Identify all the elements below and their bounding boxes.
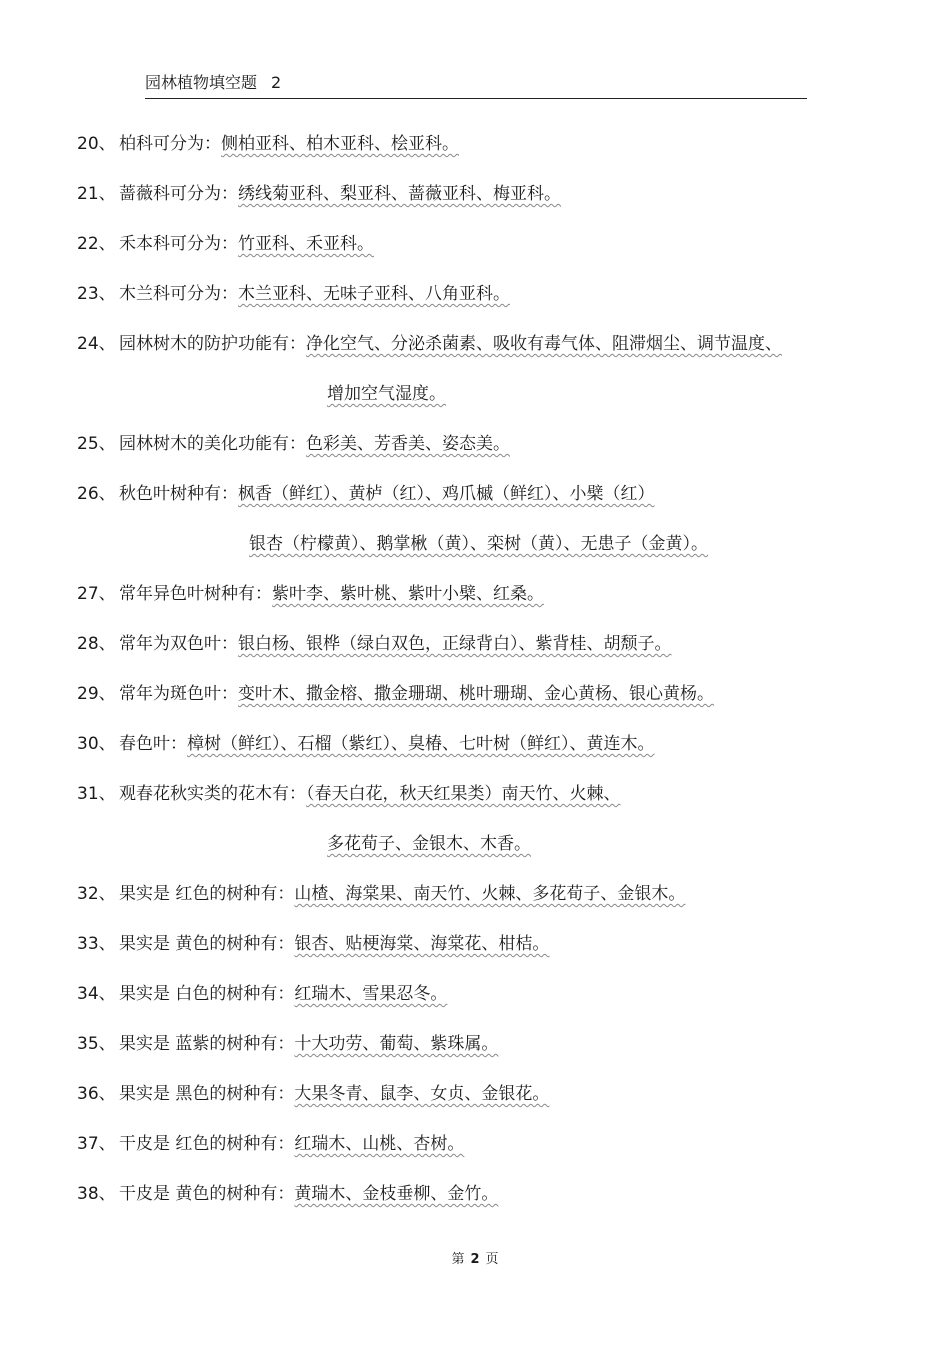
answer-text: 黄瑞木、金枝垂柳、金竹。 [294,1184,499,1204]
header-title: 园林植物填空题 [145,73,258,92]
question-number: 32、 [77,884,116,904]
question-text: 蔷薇科可分为： [119,184,238,204]
question-number: 27、 [77,584,116,604]
answer-text: 十大功劳、葡萄、紫珠属。 [294,1034,499,1054]
answer-continuation [327,832,531,856]
question-item [77,1032,498,1056]
question-number: 28、 [77,634,116,654]
answer-text: 红瑞木、雪果忍冬。 [294,984,448,1004]
answer-text: 大果冬青、鼠李、女贞、金银花。 [294,1084,550,1104]
page-header [145,72,807,99]
question-text: 秋色叶树种有： [119,484,238,504]
question-text: 观春花秋实类的花木有： [119,784,306,804]
footer-prefix: 第 [451,1252,465,1267]
question-item [77,932,549,956]
question-text: 常年异色叶树种有： [119,584,272,604]
answer-text: 银白杨、银桦（绿白双色，正绿背白）、紫背桂、胡颓子。 [238,634,672,654]
question-item [77,282,510,306]
question-number: 36、 [77,1084,116,1104]
answer-text: 银杏、贴梗海棠、海棠花、柑桔。 [294,934,550,954]
answer-continuation [327,382,446,406]
answer-text: 红瑞木、山桃、杏树。 [294,1134,465,1154]
question-text: 常年为斑色叶： [119,684,238,704]
answer-text: 侧柏亚科、柏木亚科、桧亚科。 [221,134,459,154]
question-text: 果实是 黑色的树种有： [119,1084,295,1104]
question-number: 23、 [77,284,116,304]
question-number: 22、 [77,234,116,254]
question-item [77,632,672,656]
question-item [77,582,544,606]
question-text: 果实是 白色的树种有： [119,984,295,1004]
answer-text: 木兰亚科、无味子亚科、八角亚科。 [238,284,510,304]
question-item [77,482,655,506]
answer-text: 变叶木、撒金榕、撒金珊瑚、桃叶珊瑚、金心黄杨、银心黄杨。 [238,684,714,704]
question-number: 34、 [77,984,116,1004]
question-number: 38、 [77,1184,116,1204]
question-text: 果实是 蓝紫的树种有： [119,1034,295,1054]
question-number: 21、 [77,184,116,204]
question-number: 24、 [77,334,116,354]
question-item [77,132,459,156]
question-number: 20、 [77,134,116,154]
question-text: 园林树木的防护功能有： [119,334,306,354]
question-text: 木兰科可分为： [119,284,238,304]
question-number: 35、 [77,1034,116,1054]
question-text: 禾本科可分为： [119,234,238,254]
question-item [77,882,685,906]
question-number: 30、 [77,734,116,754]
question-item [77,682,714,706]
question-text: 常年为双色叶： [119,634,238,654]
question-item [77,1182,498,1206]
question-item [77,232,374,256]
question-item [77,782,621,806]
answer-text: 枫香（鲜红）、黄栌（红）、鸡爪槭（鲜红）、小檗（红） [238,484,655,504]
answer-text: 多花荀子、金银木、木香。 [327,834,531,854]
question-text: 果实是 黄色的树种有： [119,934,295,954]
question-number: 31、 [77,784,116,804]
page-footer [0,1248,950,1267]
question-text: 柏科可分为： [119,134,221,154]
question-text: 园林树木的美化功能有： [119,434,306,454]
answer-text: 绣线菊亚科、梨亚科、蔷薇亚科、梅亚科。 [238,184,561,204]
answer-text: 色彩美、芳香美、姿态美。 [306,434,510,454]
question-item [77,182,561,206]
answer-text: 紫叶李、紫叶桃、紫叶小檗、红桑。 [272,584,544,604]
footer-suffix: 页 [485,1252,499,1267]
answer-text: 竹亚科、禾亚科。 [238,234,374,254]
question-item [77,982,447,1006]
answer-text: 银杏（柠檬黄）、鹅掌楸（黄）、栾树（黄）、无患子（金黄）。 [249,534,708,554]
question-number: 25、 [77,434,116,454]
answer-text: （春天白花，秋天红果类）南天竹、火棘、 [306,784,621,804]
question-text: 干皮是 红色的树种有： [119,1134,295,1154]
header-page-number: 2 [271,73,282,92]
question-item [77,1082,549,1106]
answer-continuation [249,532,708,556]
question-item [77,1132,464,1156]
question-number: 29、 [77,684,116,704]
question-number: 37、 [77,1134,116,1154]
question-item [77,732,655,756]
footer-page-number: 2 [470,1252,480,1267]
question-number: 26、 [77,484,116,504]
question-text: 果实是 红色的树种有： [119,884,295,904]
answer-text: 增加空气湿度。 [327,384,446,404]
question-text: 春色叶： [119,734,187,754]
answer-text: 净化空气、分泌杀菌素、吸收有毒气体、阻滞烟尘、调节温度、 [306,334,782,354]
question-text: 干皮是 黄色的树种有： [119,1184,295,1204]
answer-text: 山楂、海棠果、南天竹、火棘、多花荀子、金银木。 [294,884,686,904]
answer-text: 樟树（鲜红）、石榴（紫红）、臭椿、七叶树（鲜红）、黄连木。 [187,734,655,754]
question-item [77,432,510,456]
question-item [77,332,782,356]
question-number: 33、 [77,934,116,954]
